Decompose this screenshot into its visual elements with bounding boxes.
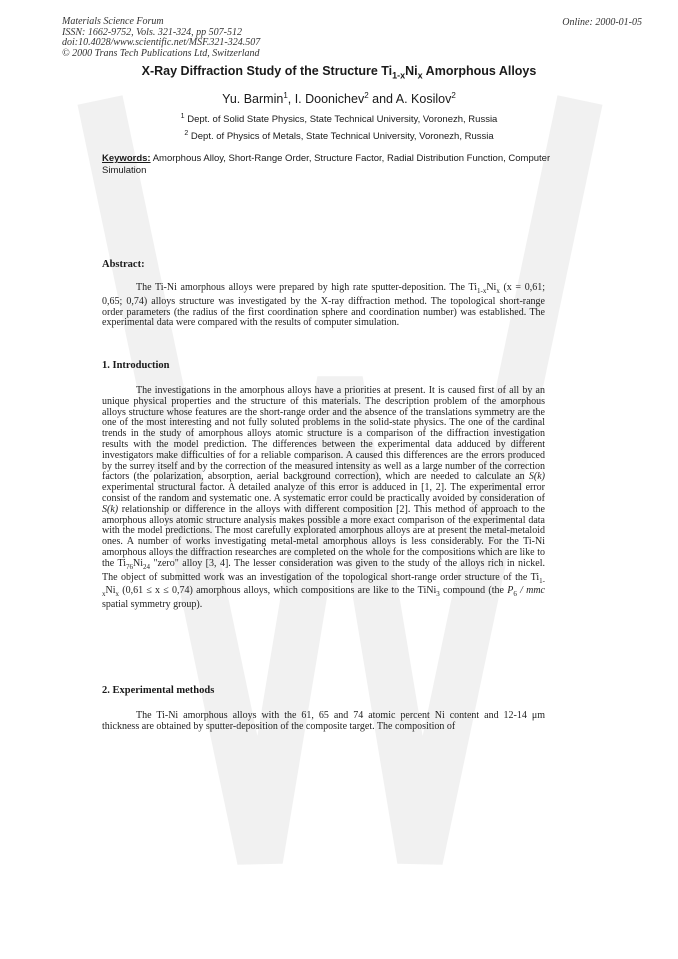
keywords-text: Amorphous Alloy, Short-Range Order, Structure Factor, Radial Distribution Function, Computer Simulation: [102, 153, 551, 176]
doi-line: doi:10.4028/www.scientific.net/MSF.321-324.507: [62, 37, 261, 49]
section-heading-introduction: 1. Introduction: [102, 360, 170, 371]
author-list: Yu. Barmin$^1$, I. Doonichev$^2$ and A. Kosilov$^2$: [222, 91, 456, 107]
methods-paragraph: The Ti-Ni amorphous alloys with the 61, 65 and 74 atomic percent Ni content and 12-14 μm thickness are obtained by sputter-deposition of the composite target. The composition of: [102, 710, 545, 732]
abstract-text: The Ti-Ni amorphous alloys were prepared by high rate sputter-deposition. The $Ti_{1-x}Ni_x$ (x = 0,61; 0,65; 0,74) alloys structure was investigated by the X-ray diffraction method. The topological short-range order parameters (the radius of the first coordination sphere and coordination number) was established. The experimental data were compared with the results of computer simulation.: [102, 282, 545, 329]
issn-line: ISSN: 1662-9752, Vols. 321-324, pp 507-512: [62, 26, 242, 38]
introduction-paragraph: The investigations in the amorphous alloys have a priorities at present. It is caused first of all by an unique physical properties and the structure of this materials. The description problem of the amorphous alloys structure whose features are the short-range order and the absence of the translations symmetry are the one of the most interesting and not fully soluted problems in the solid-state physics. The one of the cardinal trends in the study of amorphous alloys atomic structure is a comparison of the diffraction investigation results with the model prediction. The differences between the experimental data adduced by different investigators make difficulties of for a reliable comparison. A caused this differences are the errors produced by the surrey itself and by the correction of the measured intensity as well as a large number of the correction factors (the polarization, absorption, aerial background correction), which are needed to calculate an S(k) experimental structural factor. A detailed analyze of this error is adduced in [1, 2]. The experimental error consist of the random and systematic one. A systematic error could be practically avoided by consideration of S(k) relationship or difference in the alloys with different composition [2]. This method of approach to the amorphous alloys atomic structure analysis makes possible a more exact comparison of the experimental data with the model predictions. The most carefully explorated amorphous alloys are at present the metal-metaloid ones. A number of works investigating metal-metal amorphous alloys is less considerably. For the Ti-Ni amorphous alloys the diffraction researches are completed on the whole for the compositions which are like to the $Ti_{76}Ni_{24}$ "zero" alloy [3, 4]. The lesser consideration was given to the study of the alloys rich in nickel. The object of submitted work was an investigation of the topological short-range order structure of the $Ti_{1-x}Ni_x$ (0,61 ≤ x ≤ 0,74) amorphous alloys, which compositions are like to the TiNi$_3$ compound (the $P_6$ / mmc spatial symmetry group).: [102, 385, 545, 611]
keywords: [102, 153, 562, 176]
online-date: Online: 2000-01-05: [562, 17, 642, 28]
affiliation-1: $^1$ Dept. of Solid State Physics, State Technical University, Voronezh, Russia: [180, 113, 498, 126]
affiliation-2: $^2$ Dept. of Physics of Metals, State Technical University, Voronezh, Russia: [184, 130, 494, 143]
keywords-label: Keywords:: [102, 153, 151, 164]
paper-title: X-Ray Diffraction Study of the Structure $Ti_{1-x}Ni_x$ Amorphous Alloys: [141, 64, 537, 81]
publication-metadata: [62, 17, 260, 59]
abstract-heading: Abstract:: [102, 259, 145, 270]
copyright-line: © 2000 Trans Tech Publications Ltd, Switzerland: [62, 47, 260, 59]
section-heading-methods: 2. Experimental methods: [102, 685, 215, 696]
journal-name: Materials Science Forum: [62, 16, 164, 27]
